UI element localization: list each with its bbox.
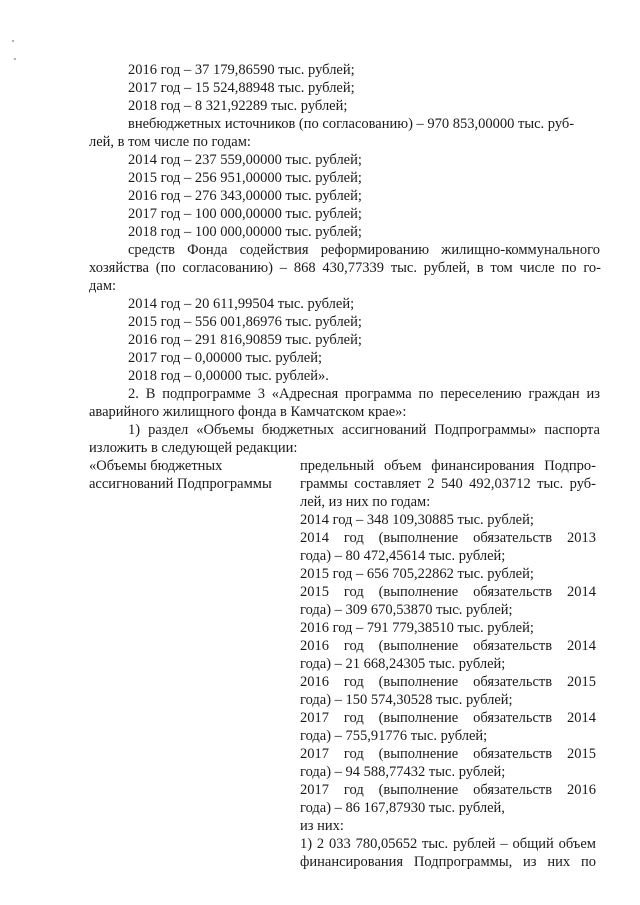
item-2-1-text: изложить в следующей редакции: [89, 440, 298, 456]
item-2-text: аварийного жилищного фонда в Камчатском крае»: [89, 404, 407, 420]
scan-speck [12, 40, 14, 42]
fund-year-line: 2015 год – 556 001,86976 тыс. рублей; [128, 314, 362, 330]
table-value-line: года) – 94 588,77432 тыс. рублей; [300, 764, 506, 780]
table-value-line: 2016 год (выполнение обязательств 2014 [300, 638, 596, 654]
fund-year-line: 2017 год – 0,00000 тыс. рублей; [128, 350, 323, 366]
extrabudget-year-line: 2015 год – 256 951,00000 тыс. рублей; [128, 170, 362, 186]
item-2-1-text: 1) раздел «Объемы бюджетных ассигнований Подпрограммы» паспорта [128, 422, 600, 438]
fund-text: хозяйства (по согласованию) – 868 430,77339 тыс. рублей, в том числе по го- [89, 260, 601, 276]
extrabudget-year-line: 2016 год – 276 343,00000 тыс. рублей; [128, 188, 362, 204]
extrabudget-year-line: 2018 год – 100 000,00000 тыс. рублей; [128, 224, 362, 240]
fund-text: средств Фонда содействия реформированию жилищно-коммунального [128, 242, 600, 258]
table-value-line: 2017 год (выполнение обязательств 2016 [300, 782, 596, 798]
table-value-line: из них: [300, 818, 344, 834]
table-label: ассигнований Подпрограммы [89, 476, 272, 492]
table-value-line: лей, из них по годам: [300, 494, 431, 510]
fund-text: дам: [89, 278, 117, 294]
financing-year-line: 2017 год – 15 524,88948 тыс. рублей; [128, 80, 355, 96]
table-value-line: 1) 2 033 780,05652 тыс. рублей – общий объем [300, 836, 596, 852]
fund-year-line: 2014 год – 20 611,99504 тыс. рублей; [128, 296, 355, 312]
table-label: «Объемы бюджетных [89, 458, 223, 474]
table-value-line: 2016 год (выполнение обязательств 2015 [300, 674, 596, 690]
table-value-line: года) – 21 668,24305 тыс. рублей; [300, 656, 506, 672]
table-value-line: граммы составляет 2 540 492,03712 тыс. руб- [300, 476, 596, 492]
table-value-line: 2017 год (выполнение обязательств 2015 [300, 746, 596, 762]
table-value-line: года) – 309 670,53870 тыс. рублей; [300, 602, 513, 618]
table-value-line: года) – 86 167,87930 тыс. рублей, [300, 800, 505, 816]
extrabudget-year-line: 2017 год – 100 000,00000 тыс. рублей; [128, 206, 362, 222]
fund-year-line: 2016 год – 291 816,90859 тыс. рублей; [128, 332, 362, 348]
financing-year-line: 2016 год – 37 179,86590 тыс. рублей; [128, 62, 355, 78]
financing-year-line: 2018 год – 8 321,92289 тыс. рублей; [128, 98, 348, 114]
extrabudget-text: лей, в том числе по годам: [89, 134, 251, 150]
fund-year-line: 2018 год – 0,00000 тыс. рублей». [128, 368, 329, 384]
table-value-line: 2015 год (выполнение обязательств 2014 [300, 584, 596, 600]
item-2-text: 2. В подпрограмме 3 «Адресная программа по переселению граждан из [128, 386, 600, 402]
table-value-line: 2015 год – 656 705,22862 тыс. рублей; [300, 566, 534, 582]
table-value-line: 2014 год – 348 109,30885 тыс. рублей; [300, 512, 534, 528]
table-value-line: 2016 год – 791 779,38510 тыс. рублей; [300, 620, 534, 636]
scan-speck [14, 58, 16, 60]
table-value-line: года) – 80 472,45614 тыс. рублей; [300, 548, 506, 564]
extrabudget-text: внебюджетных источников (по согласованию) – 970 853,00000 тыс. руб- [128, 116, 575, 132]
table-value-line: года) – 150 574,30528 тыс. рублей; [300, 692, 513, 708]
table-value-line: года) – 755,91776 тыс. рублей; [300, 728, 488, 744]
table-value-line: 2014 год (выполнение обязательств 2013 [300, 530, 596, 546]
extrabudget-year-line: 2014 год – 237 559,00000 тыс. рублей; [128, 152, 362, 168]
table-value-line: 2017 год (выполнение обязательств 2014 [300, 710, 596, 726]
table-value-line: финансирования Подпрограммы, из них по [300, 854, 596, 870]
table-value-line: предельный объем финансирования Подпро- [300, 458, 596, 474]
